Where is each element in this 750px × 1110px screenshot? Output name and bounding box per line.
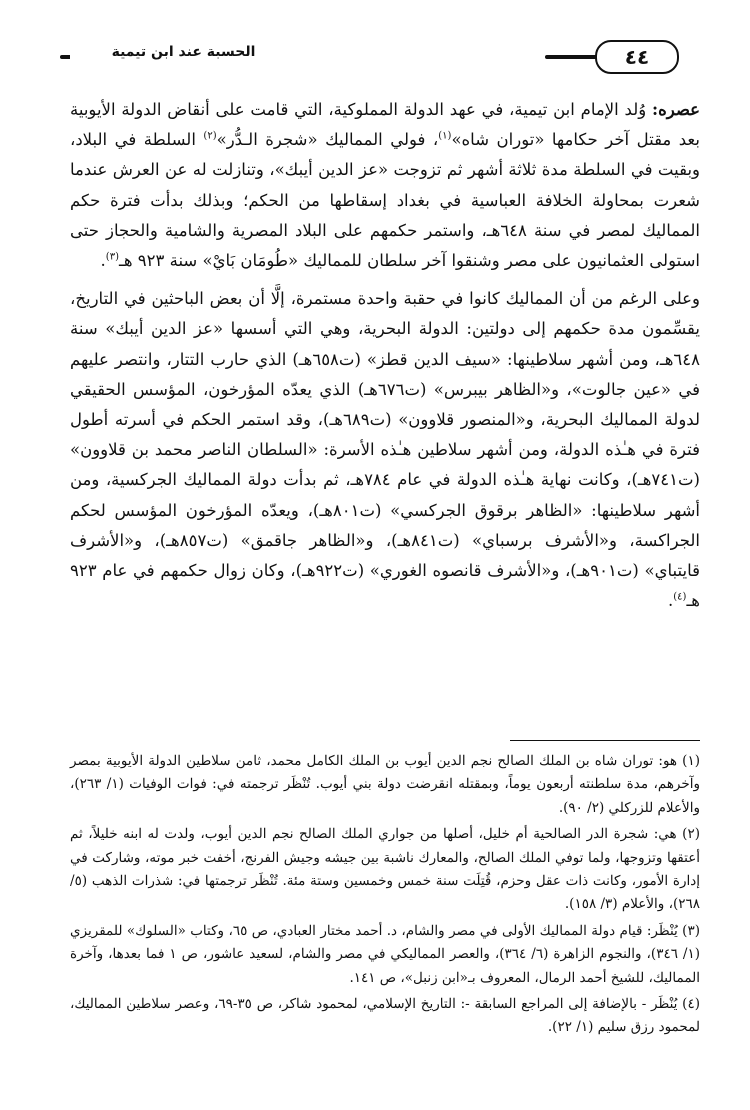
section-heading: عصره:: [652, 100, 700, 119]
paragraph-1-text-d: .: [100, 251, 106, 271]
page-header: [60, 38, 690, 78]
paragraph-2-text-a: وعلى الرغم من أن المماليك كانوا في حقبة واحدة مستمرة، إلَّا أن بعض الباحثين في التاريخ، يقسِّمون مدة حكمهم إلى دولتين: الدولة البحرية، وهي التي أسسها «عز الدين أيبك» سنة ٦٤٨هـ، ومن أشهر سلاطينها: «سيف الدين قطز» (ت٦٥٨هـ) الذي حارب التتار، وانتصر عليهم في «عين جالوت»، و«الظاهر بيبرس» (ت٦٧٦هـ) الذي يعدّه المؤرخون، المؤسس الحقيقي لدولة المماليك البحرية، و«المنصور قلاوون» (ت٦٨٩هـ)، وقد استمر الحكم في أسرته أطول فترة في هـٰذه الدولة، ومن أشهر سلاطين هـٰذه الأسرة: «السلطان الناصر محمد بن قلاوون» (ت٧٤١هـ)، وكانت نهاية هـٰذه الدولة في عام ٧٨٤هـ، ثم بدأت دولة المماليك الجركسية، ومن أشهر سلاطينها: «الظاهر برقوق الجركسي» (ت٨٠١هـ)، ويعدّه المؤرخون المؤسس لحكم الجراكسة، و«الأشرف برسباي» (ت٨٤١هـ)، و«الظاهر جاقمق» (ت٨٥٧هـ)، و«الأشرف قايتباي» (ت٩٠١هـ)، و«الأشرف قانصوه الغوري» (ت٩٢٢هـ)، وكان زوال حكمهم في عام ٩٢٣ هـ: [70, 289, 701, 611]
footnotes: [70, 750, 700, 1043]
footnote-2: (٢) هي: شجرة الدر الصالحية أم خليل، أصلها من جواري الملك الصالح نجم الدين أيوب، ولدت له ابنه خليلاً، ثم أعتقها وتزوجها، ولما توفي الملك الصالح، والمعارك ناشبة بين جيشه وجيش الفرنج، أخفت خبر موته، وشاركت في إدارة الأمور، وكانت ذات عقل وحزم، قُتِلَت سنة خمس وخمسين وستة مئة. تُنْظَر ترجمتها في: شذرات الذهب (٥/ ٢٦٨)، والأعلام (٣/ ١٥٨).: [70, 826, 700, 913]
page-number: ٤٤: [595, 40, 679, 74]
footnote-1: (١) هو: توران شاه بن الملك الصالح نجم الدين أيوب بن الملك الكامل محمد، ثامن سلاطين الدولة الأيوبية بمصر وآخرهم، مدة سلطنته أربعون يوماً، وبمقتله انقرضت دولة بني أيوب. تُنْظَر ترجمته في: فوات الوفيات (١/ ٢٦٣)، والأعلام للزركلي (٢/ ٩٠).: [70, 753, 701, 816]
footnote-ref-1: (١): [438, 130, 452, 142]
paragraph-2: [70, 284, 700, 616]
paragraph-1-text-b: ، فولي المماليك «شجرة الـدُّر»: [216, 130, 439, 150]
paragraph-1: [70, 95, 700, 276]
running-title: الحسبة عند ابن تيمية: [70, 44, 297, 60]
footnote-ref-3: (٣): [105, 251, 119, 263]
main-text: [70, 95, 700, 624]
paragraph-1-text-c: السلطة في البلاد، وبقيت في السلطة مدة ثلاثة أشهر ثم تزوجت «عز الدين أيبك»، وتنازلت له عن العرش عندما شعرت بمحاولة الخلافة العباسية في بغداد إسقاطها من الحكم؛ وبذلك بدأت فترة حكم المماليك لمصر في سنة ٦٤٨هـ، واستمر حكمهم على البلاد المصرية والشامية والحجاز حتى استولى العثمانيون على مصر وشنقوا آخر سلطان للمماليك «طُومَان بَايْ» سنة ٩٢٣ هـ: [70, 130, 701, 271]
footnote-ref-4: (٤): [673, 591, 687, 603]
paragraph-1-text-a: وُلد الإمام ابن تيمية، في عهد الدولة المملوكية، التي قامت على أنقاض الدولة الأيوبية بعد مقتل آخر حكامها «توران شاه»: [70, 100, 700, 150]
paragraph-2-text-b: .: [668, 591, 674, 611]
footnote-4: (٤) يُنْظَر - بالإضافة إلى المراجع السابقة -: التاريخ الإسلامي، لمحمود شاكر، ص ٣٥-٦٩، وعصر سلاطين المماليك، لمحمود رزق سليم (١/ ٢٢).: [70, 996, 700, 1036]
footnote-ref-2: (٢): [203, 130, 217, 142]
footnote-3: (٣) يُنْظَر: قيام دولة المماليك الأولى في مصر والشام، د. أحمد مختار العبادي، ص ٦٥، وكتاب «السلوك» للمقريزي (١/ ٣٤٦)، والنجوم الزاهرة (٦/ ٣٦٤)، والعصر المماليكي في مصر والشام، لسعيد عاشور، ص ١ فما بعدها، وآخرة المماليك، للشيخ أحمد الرمال، المعروف بـ«ابن زنبل»، ص ١٤١.: [70, 922, 701, 986]
footnote-divider: [510, 740, 700, 741]
